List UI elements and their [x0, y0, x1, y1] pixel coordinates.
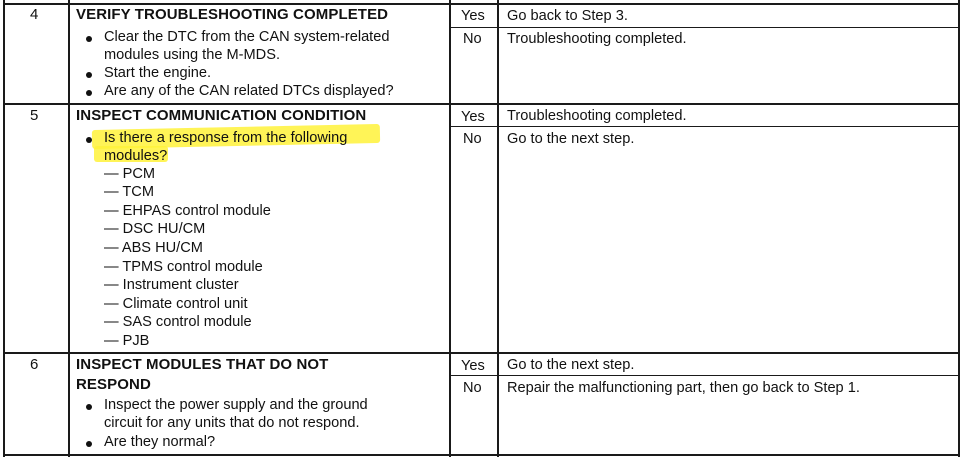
no-label: No [463, 380, 482, 396]
bullet-text: Are any of the CAN related DTCs displayed? [104, 83, 394, 99]
table-border-left [3, 0, 5, 457]
module-item: — Instrument cluster [104, 277, 239, 293]
yes-action: Go to the next step. [507, 357, 635, 373]
row-divider-yes-no-5 [449, 126, 960, 127]
module-item: — TCM [104, 184, 154, 200]
no-action: Troubleshooting completed. [507, 31, 687, 47]
step-title-continued: RESPOND [76, 376, 151, 393]
yes-action: Go back to Step 3. [507, 8, 628, 24]
module-item: — PCM [104, 166, 156, 182]
module-item: — SAS control module [104, 314, 252, 330]
module-item: — EHPAS control module [104, 203, 271, 219]
bullet-text: modules? [104, 148, 168, 164]
module-item: — ABS HU/CM [104, 240, 203, 256]
yes-label: Yes [461, 109, 485, 125]
bullet-dot [86, 90, 92, 96]
bullet-dot [86, 441, 92, 447]
step-title: INSPECT MODULES THAT DO NOT [76, 356, 329, 373]
step-title: VERIFY TROUBLESHOOTING COMPLETED [76, 6, 389, 23]
table-border-right [958, 0, 960, 457]
row-divider-4-5 [3, 103, 960, 105]
bullet-text: Are they normal? [104, 434, 216, 450]
no-action: Go to the next step. [507, 131, 635, 147]
bullet-text: Clear the DTC from the CAN system-related [104, 29, 390, 45]
step-number: 4 [30, 6, 39, 23]
column-divider-result [497, 0, 499, 457]
no-label: No [463, 131, 482, 147]
row-divider-5-6 [3, 352, 960, 354]
column-divider-action [449, 0, 451, 457]
module-item: — DSC HU/CM [104, 221, 206, 237]
no-label: No [463, 31, 482, 47]
bullet-text: Is there a response from the following [104, 130, 348, 146]
step-number: 5 [30, 107, 39, 124]
table-border-top [3, 3, 960, 5]
yes-label: Yes [461, 358, 485, 374]
no-action: Repair the malfunctioning part, then go back to Step 1. [507, 380, 860, 396]
module-item: — PJB [104, 333, 150, 349]
row-divider-yes-no-6 [449, 375, 960, 376]
bullet-text: circuit for any units that do not respond. [104, 415, 360, 431]
module-item: — TPMS control module [104, 259, 263, 275]
bullet-text: Inspect the power supply and the ground [104, 397, 368, 413]
bullet-dot [86, 137, 92, 143]
bullet-text: modules using the M-MDS. [104, 47, 281, 63]
row-divider-yes-no-4 [449, 27, 960, 28]
bullet-text: Start the engine. [104, 65, 212, 81]
step-number: 6 [30, 356, 39, 373]
step-title: INSPECT COMMUNICATION CONDITION [76, 107, 367, 124]
bullet-dot [86, 404, 92, 410]
table-border-bottom [3, 454, 960, 456]
yes-label: Yes [461, 8, 485, 24]
bullet-dot [86, 72, 92, 78]
yes-action: Troubleshooting completed. [507, 108, 687, 124]
bullet-dot [86, 36, 92, 42]
column-divider-step [68, 0, 70, 457]
module-item: — Climate control unit [104, 296, 248, 312]
